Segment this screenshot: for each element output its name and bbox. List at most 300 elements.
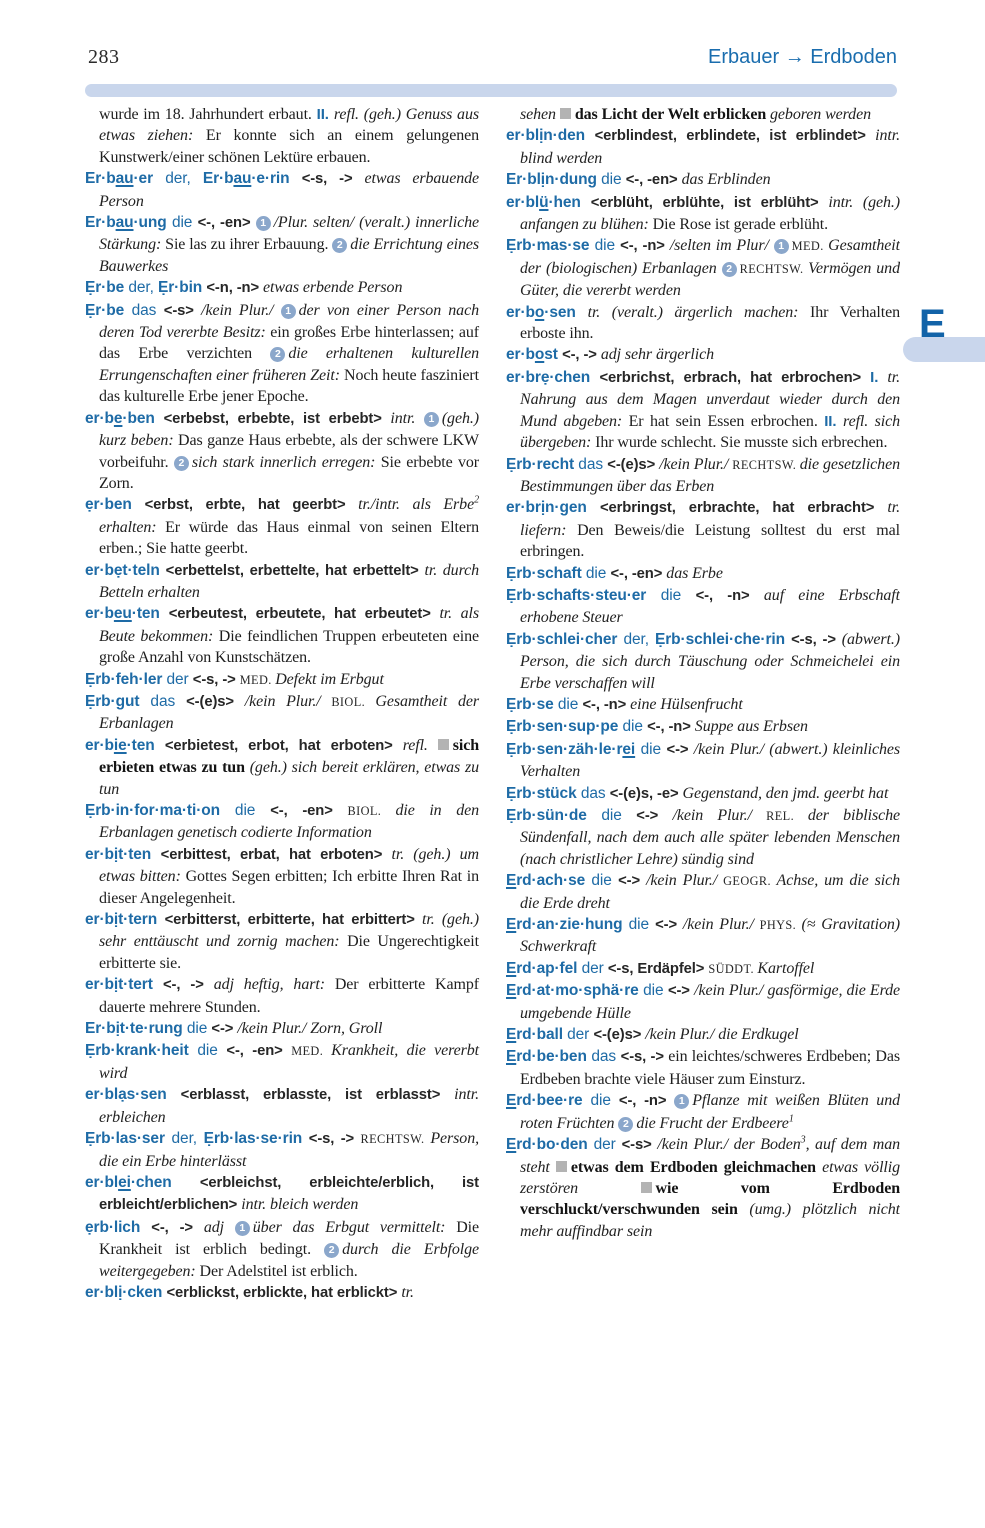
- dictionary-entry: [506, 344, 900, 366]
- example: Gottes Segen erbitten; Ich erbitte Ihren Rat in dieser Angelegenheit.: [99, 868, 479, 907]
- definition: intr. erbleichen: [99, 1086, 479, 1126]
- roman-numeral: I.: [870, 368, 888, 386]
- headword-stressed: ei: [118, 1173, 131, 1191]
- definition: Vermögen und Güter, die vererbt werden: [520, 259, 900, 300]
- dictionary-entry: [506, 629, 900, 694]
- definition: adj: [203, 1218, 235, 1236]
- subject-label: SÜDDT.: [708, 961, 758, 976]
- definition: , auf dem man steht: [520, 1136, 900, 1176]
- article: das: [580, 784, 610, 802]
- idiom-phrase: etwas dem Erdboden gleichmachen: [570, 1158, 823, 1176]
- dictionary-entry: [85, 560, 479, 604]
- dictionary-entry: [506, 980, 900, 1024]
- article: die: [171, 214, 198, 232]
- idiom-bullet: [641, 1182, 652, 1193]
- article: das: [131, 301, 164, 319]
- headword-stressed: E: [506, 1092, 517, 1110]
- dictionary-entry: [506, 739, 900, 783]
- inflection-forms: <-, -en>: [625, 172, 682, 189]
- idiom-phrase: sich erbieten etwas zu tun: [99, 736, 480, 777]
- definition: sich stark innerlich erregen:: [191, 453, 381, 471]
- superscript: 2: [474, 494, 479, 506]
- headword: rd·ap·fel: [516, 959, 582, 977]
- sense-number-badge: 1: [235, 1221, 250, 1236]
- superscript: 3: [800, 1134, 806, 1146]
- dictionary-entry: [85, 300, 479, 408]
- dictionary-entry: [85, 1282, 479, 1304]
- thumb-tab: [903, 304, 985, 362]
- thumb-tab-letter: E: [919, 302, 946, 346]
- inflection-forms: <erbringst, erbrachte, hat erbracht>: [599, 500, 888, 517]
- sense-number-badge: 2: [270, 347, 285, 362]
- article: die: [197, 1042, 227, 1060]
- definition: /kein Plur./: [244, 692, 332, 710]
- headword: er·brịn·gen: [506, 499, 600, 517]
- sense-number-badge: 1: [281, 304, 296, 319]
- inflection-forms: <-, -n>: [582, 696, 631, 713]
- definition: /kein Plur./ (abwert.) kleinliches Verhalten: [520, 740, 900, 781]
- dictionary-entry: [506, 783, 900, 805]
- inflection-forms: <-s, ->: [308, 1131, 361, 1148]
- headword: er·b: [85, 605, 114, 623]
- headword: Ẹrb·schlei·che·rin: [655, 630, 792, 648]
- headword-stressed: eu: [113, 605, 132, 623]
- example: ein leichtes/schweres Erdbeben; Das Erdbeben brachte viele Häuser zum Einsturz.: [520, 1048, 900, 1088]
- article: der,: [128, 279, 158, 297]
- headword: er·bl: [85, 1173, 119, 1191]
- headword: Ẹrb·krank·heit: [85, 1042, 198, 1060]
- headword: er·bịt·tern: [85, 911, 165, 929]
- headword: Ẹrb·stück: [506, 784, 581, 802]
- dictionary-columns: [85, 104, 900, 1498]
- dictionary-entry: [85, 909, 479, 974]
- example: Sie erbebte vor Zorn.: [99, 453, 479, 492]
- headword-stressed: o: [534, 303, 545, 321]
- example: Ihr Verhalten erboste ihn.: [520, 303, 900, 343]
- article: die: [628, 916, 656, 934]
- headword: rd·ball: [516, 1026, 568, 1044]
- inflection-forms: <-(e)s, -e>: [609, 785, 683, 802]
- continuation-paragraph: [85, 104, 479, 168]
- dictionary-entry: [506, 914, 900, 958]
- definition: refl.: [402, 736, 438, 754]
- definition: intr. blind werden: [520, 127, 900, 167]
- inflection-forms: <-, -n>: [618, 1093, 675, 1110]
- dictionary-entry: [85, 1217, 479, 1282]
- headword-stressed: ü: [539, 193, 549, 211]
- inflection-forms: <->: [636, 808, 673, 824]
- headword: Ẹrb·sen·sup·pe: [506, 718, 623, 736]
- definition: etwas erbende Person: [263, 279, 403, 297]
- inflection-forms: <->: [655, 917, 683, 934]
- article: der: [567, 1026, 594, 1044]
- article: der: [593, 1136, 622, 1154]
- dictionary-entry: [85, 1018, 479, 1040]
- example: Das ganze Haus erbebte, als der schwere LKW vorbeifuhr.: [99, 432, 479, 471]
- headword: ·ben: [122, 409, 164, 427]
- definition: Gegenstand, den jmd. geerbt hat: [682, 784, 889, 802]
- inflection-forms: <-s>: [163, 302, 202, 319]
- definition: (geh.) kurz beben:: [99, 409, 479, 450]
- headword: Ẹr·be: [85, 301, 132, 319]
- headword: er·bẹt·teln: [85, 561, 166, 579]
- subject-label: RECHTSW.: [739, 261, 809, 276]
- definition: die erhaltenen kulturellen Errungenschaften einer früheren Zeit:: [99, 345, 479, 384]
- sense-number-badge: 2: [174, 456, 189, 471]
- dictionary-entry: [506, 563, 900, 585]
- headword-stressed: E: [506, 916, 517, 934]
- page-header: [88, 46, 897, 72]
- definition: refl. (geh.) Genuss aus etwas ziehen:: [99, 106, 479, 145]
- dictionary-entry: [85, 408, 479, 495]
- inflection-forms: <-s, ->: [301, 171, 365, 188]
- definition: die Frucht der Erdbeere: [636, 1114, 789, 1132]
- example: ein großes Erbe hinterlassen; auf das Erbe verzichten: [99, 324, 480, 363]
- definition: Gesamtheit der (biologischen) Erbanlagen: [520, 237, 900, 277]
- inflection-forms: <erblindest, erblindete, ist erblindet>: [594, 128, 876, 145]
- article: der,: [165, 170, 203, 188]
- definition: das Erblinden: [681, 171, 771, 189]
- example: Sie las zu ihrer Erbauung.: [165, 236, 333, 254]
- dictionary-entry: [506, 125, 900, 169]
- definition: /kein Plur./: [672, 807, 767, 824]
- definition: Person, die ein Erbe hinterlässt: [99, 1130, 479, 1170]
- definition: tr.: [401, 1283, 414, 1301]
- definition: tr./intr. als Erbe: [358, 496, 475, 514]
- dictionary-entry: [506, 454, 900, 498]
- example: wurde im 18. Jahrhundert erbaut.: [99, 106, 317, 123]
- article: die: [234, 802, 271, 819]
- headword: Ẹrb·in·for·ma·ti·on: [85, 802, 235, 819]
- article: die: [635, 740, 667, 758]
- headword: Ẹrb·schaft: [506, 564, 586, 582]
- headword-stressed: ie: [113, 736, 127, 754]
- dictionary-entry: [85, 1172, 479, 1217]
- example: Er konnte sich an einem gelungenen Kunstwerk/einer schönen Lektüre erbauen.: [99, 127, 480, 166]
- definition: Achse, um die sich die Erde dreht: [520, 872, 900, 912]
- headword: rd·ach·se: [516, 872, 592, 890]
- headword: ẹrb·lich: [85, 1218, 152, 1236]
- headword: ·sen: [544, 303, 588, 321]
- dictionary-entry: [85, 974, 479, 1018]
- definition: Krankheit, die vererbt wird: [99, 1042, 479, 1082]
- subject-label: REL.: [766, 809, 808, 823]
- inflection-forms: <-s, ->: [791, 631, 842, 648]
- definition: /kein Plur./ der Boden: [657, 1136, 801, 1154]
- headword-stressed: au: [233, 170, 252, 188]
- definition: der biblische Sündenfall, nach dem auch alle später lebenden Menschen (nach christlicher Lehre) sündig sind: [520, 807, 900, 868]
- dictionary-entry: [506, 192, 900, 236]
- inflection-forms: <-, ->: [151, 1219, 204, 1236]
- definition: (≈ Gravitation) Schwerkraft: [520, 916, 900, 956]
- example: Den Beweis/die Leistung solltest du erst mal erbringen.: [520, 521, 900, 561]
- inflection-forms: <erbietest, erbot, hat erboten>: [164, 737, 403, 754]
- inflection-forms: <erbrichst, erbrach, hat erbrochen>: [599, 369, 871, 386]
- headword: rd·bo·den: [516, 1136, 594, 1154]
- headword: ·er: [133, 170, 166, 188]
- definition: adj sehr ärgerlich: [600, 346, 714, 364]
- subject-label: MED.: [791, 239, 829, 254]
- dictionary-entry: [85, 603, 479, 668]
- headword-stressed: E: [506, 1136, 517, 1154]
- headword: er·b: [506, 346, 535, 364]
- definition: erhalten:: [99, 518, 166, 536]
- headword: rd·an·zie·hung: [516, 916, 629, 934]
- definition: intr.: [390, 409, 424, 427]
- inflection-forms: <-s, ->: [620, 1049, 669, 1066]
- example: Die Rose ist gerade erblüht.: [652, 216, 829, 234]
- headword: Ẹrb·feh·ler: [85, 670, 167, 688]
- idiom-phrase: das Licht der Welt erblicken: [574, 106, 771, 123]
- subject-label: PHYS.: [759, 918, 802, 933]
- definition: tr. Nahrung aus dem Magen unverdaut wieder durch den Mund abgeben:: [520, 368, 900, 430]
- headword: Ẹr·bin: [158, 279, 207, 297]
- article: der: [581, 959, 608, 977]
- example: Er hat sein Essen erbrochen.: [628, 412, 825, 430]
- definition: die gesetzlichen Bestimmungen über das Erben: [520, 455, 900, 495]
- article: die: [594, 237, 621, 255]
- headword: er·blị·cken: [85, 1283, 167, 1301]
- headword: er·b: [85, 409, 114, 427]
- dictionary-entry: [506, 497, 900, 562]
- definition: Gesamtheit der Erbanlagen: [99, 692, 479, 733]
- headword: Ẹrb·sün·de: [506, 807, 602, 824]
- sense-number-badge: 1: [256, 216, 271, 231]
- dictionary-entry: [85, 168, 479, 212]
- subject-label: RECHTSW.: [732, 457, 800, 472]
- headword: er·brẹ·chen: [506, 368, 600, 386]
- headword: er·bịt·tert: [85, 976, 163, 994]
- definition: adj heftig, hart:: [213, 976, 335, 994]
- headword: Er·b: [85, 214, 116, 232]
- definition: intr. bleich werden: [241, 1196, 359, 1214]
- inflection-forms: <->: [666, 741, 694, 758]
- inflection-forms: <->: [211, 1021, 238, 1038]
- inflection-forms: <erbeutest, erbeutete, hat erbeutet>: [168, 606, 440, 623]
- column-left: [85, 104, 479, 1498]
- definition: /kein Plur./ die Erdkugel: [645, 1026, 799, 1044]
- definition: die in den Erbanlagen genetisch codierte Information: [99, 802, 479, 842]
- dictionary-entry: [506, 235, 900, 301]
- headword: st: [544, 346, 563, 364]
- headword: ẹr·ben: [85, 496, 145, 514]
- inflection-forms: <-, ->: [562, 347, 601, 364]
- inflection-forms: <-n, -n>: [206, 280, 264, 297]
- inflection-forms: <erblüht, erblühte, ist erblüht>: [590, 194, 829, 211]
- headword: er·bl: [506, 193, 540, 211]
- dictionary-entry: [85, 800, 479, 844]
- headword: Ẹrb·se: [506, 695, 558, 713]
- definition: intr. (geh.) anfangen zu blühen:: [520, 193, 900, 234]
- sense-number-badge: 1: [774, 239, 789, 254]
- headword-stressed: E: [506, 1026, 517, 1044]
- article: die: [590, 1092, 619, 1110]
- idiom-bullet: [560, 108, 571, 119]
- article: die: [660, 586, 696, 604]
- inflection-forms: <-(e)s>: [593, 1027, 646, 1044]
- definition: /kein Plur./: [201, 301, 281, 319]
- dictionary-entry: [85, 735, 479, 800]
- subject-label: BIOL.: [331, 694, 376, 709]
- headword: er·b: [506, 303, 535, 321]
- idiom-bullet: [438, 739, 449, 750]
- headword: ·chen: [130, 1173, 200, 1191]
- definition: das Erbe: [666, 564, 723, 582]
- inflection-forms: <erbleichst, erbleichte/erblich, ist erbleicht/erblichen>: [99, 1174, 480, 1214]
- article: das: [150, 692, 187, 710]
- header-divider-bar: [85, 84, 897, 97]
- definition: tr. liefern:: [520, 499, 900, 539]
- sense-number-badge: 2: [722, 262, 737, 277]
- article: der,: [171, 1130, 204, 1148]
- inflection-forms: <erblickst, erblickte, hat erblickt>: [166, 1284, 402, 1301]
- definition: tr. als Beute bekommen:: [99, 605, 480, 645]
- headword: Er·b: [202, 170, 234, 188]
- guide-words: Erbauer → Erdboden: [707, 46, 897, 68]
- definition: etwas völlig zerstören: [520, 1158, 900, 1197]
- headword: er·blạs·sen: [85, 1086, 181, 1104]
- article: die: [601, 171, 626, 189]
- dictionary-entry: [506, 1024, 900, 1046]
- article: der,: [623, 630, 656, 648]
- headword: ·ung: [133, 214, 172, 232]
- inflection-forms: <->: [618, 873, 647, 890]
- roman-numeral: II.: [824, 412, 844, 430]
- dictionary-entry: [85, 1040, 479, 1084]
- sense-number-badge: 2: [324, 1243, 339, 1258]
- dictionary-entry: [506, 716, 900, 738]
- dictionary-entry: [506, 1046, 900, 1090]
- example: Er würde das Haus einmal von seinen Eltern erben.; Sie hatte geerbt.: [99, 518, 479, 558]
- dictionary-entry: [506, 1090, 900, 1134]
- headword: rd·at·mo·sphä·re: [516, 982, 644, 1000]
- inflection-forms: <erbst, erbte, hat geerbt>: [144, 497, 359, 514]
- dictionary-entry: [506, 870, 900, 914]
- inflection-forms: <-(e)s>: [186, 693, 245, 710]
- column-right: [506, 104, 900, 1498]
- inflection-forms: <erbettelst, erbettelte, hat erbettelt>: [165, 562, 425, 579]
- dictionary-entry: [85, 691, 479, 735]
- headword: Ẹrb·mas·se: [506, 237, 595, 255]
- definition: Pflanze mit weißen Blüten und roten Früchten: [520, 1092, 900, 1132]
- headword-stressed: E: [506, 982, 517, 1000]
- subject-label: GEOGR.: [723, 874, 777, 889]
- headword: Ẹrb·recht: [506, 455, 579, 473]
- headword: Ẹrb·gut: [85, 692, 151, 710]
- headword-stressed: E: [506, 959, 517, 977]
- example: Ihr wurde schlecht. Sie musste sich erbrechen.: [595, 434, 888, 452]
- definition: /kein Plur./: [682, 916, 760, 934]
- headword: Er·blịn·dung: [506, 171, 602, 189]
- dictionary-entry: [85, 844, 479, 909]
- dictionary-entry: [85, 494, 479, 559]
- dictionary-entry: [506, 302, 900, 345]
- dictionary-entry: [85, 212, 479, 277]
- dictionary-entry: [506, 694, 900, 716]
- headword: er·bịt·ten: [85, 845, 161, 863]
- inflection-forms: <erbittest, erbat, hat erboten>: [160, 846, 392, 863]
- subject-label: RECHTSW.: [360, 1132, 431, 1147]
- dictionary-entry: [85, 669, 479, 691]
- headword: Ẹr·be: [85, 279, 129, 297]
- definition: /Plur. selten/ (veralt.) innerliche Stärkung:: [99, 214, 479, 254]
- article: die: [601, 807, 637, 824]
- article: das: [578, 455, 608, 473]
- inflection-forms: <-, -en>: [270, 803, 348, 819]
- definition: (geh.) sich bereit erklären, etwas zu tun: [99, 759, 479, 798]
- inflection-forms: <-, -en>: [226, 1043, 292, 1060]
- headword: ·hen: [548, 193, 591, 211]
- subject-label: BIOL.: [347, 804, 396, 818]
- headword-stressed: ei: [622, 740, 636, 758]
- definition: /selten im Plur/: [669, 237, 774, 255]
- headword: Ẹrb·las·ser: [85, 1130, 172, 1148]
- inflection-forms: <erblasst, erblasste, ist erblasst>: [180, 1087, 455, 1104]
- inflection-forms: <erbitterst, erbitterte, hat erbittert>: [164, 912, 423, 929]
- definition: eine Hülsenfrucht: [630, 695, 743, 713]
- headword: Ẹrb·schlei·cher: [506, 630, 624, 648]
- definition: geboren werden: [770, 106, 871, 123]
- superscript: 1: [788, 1113, 794, 1125]
- idiom-bullet: [556, 1161, 567, 1172]
- definition: refl. sich übergeben:: [520, 412, 900, 452]
- sense-number-badge: 1: [674, 1094, 689, 1109]
- definition: Defekt im Erbgut: [275, 670, 384, 688]
- definition: tr. durch Betteln erhalten: [99, 561, 480, 601]
- headword: er·blịn·den: [506, 127, 595, 145]
- definition: tr. (geh.) um etwas bitten:: [99, 845, 479, 886]
- headword: rd·be·ben: [516, 1048, 592, 1066]
- article: die: [643, 982, 668, 1000]
- inflection-forms: <erbebst, erbebte, ist erbebt>: [163, 410, 391, 427]
- dictionary-entry: [506, 958, 900, 980]
- definition: Suppe aus Erbsen: [694, 718, 808, 736]
- article: die: [557, 695, 583, 713]
- headword-stressed: E: [506, 1048, 517, 1066]
- headword: Er·b: [85, 170, 116, 188]
- inflection-forms: <-, -en>: [610, 565, 667, 582]
- definition: /kein Plur./: [659, 455, 733, 473]
- dictionary-entry: [506, 805, 900, 870]
- headword: Er·bịt·te·rung: [85, 1020, 187, 1038]
- headword-stressed: E: [506, 872, 517, 890]
- article: das: [591, 1048, 621, 1066]
- page-number: 283: [88, 46, 120, 68]
- sense-number-badge: 2: [332, 238, 347, 253]
- headword-stressed: o: [534, 346, 545, 364]
- headword: ·ten: [131, 605, 169, 623]
- example: Die Krankheit ist erblich bedingt.: [99, 1218, 479, 1259]
- idiom-phrase: wie vom Erdboden verschluckt/verschwunden sein: [520, 1179, 900, 1219]
- definition: die Errichtung eines Bauwerkes: [99, 236, 479, 275]
- headword: rd·bee·re: [516, 1092, 591, 1110]
- sense-number-badge: 1: [424, 412, 439, 427]
- headword-stressed: e: [113, 409, 123, 427]
- dictionary-entry: [85, 1128, 479, 1172]
- definition: /kein Plur./: [646, 872, 724, 890]
- dictionary-entry: [85, 277, 479, 299]
- headword-stressed: au: [115, 214, 134, 232]
- article: die: [585, 564, 611, 582]
- example: Der Adelstitel ist erblich.: [199, 1262, 358, 1280]
- headword-stressed: au: [115, 170, 134, 188]
- headword: Ẹrb·sen·zäh·le·r: [506, 740, 623, 758]
- definition: /kein Plur./ Zorn, Groll: [237, 1020, 383, 1038]
- definition: etwas erbauende Person: [99, 170, 479, 210]
- headword: Ẹrb·schafts·steu·er: [506, 586, 661, 604]
- inflection-forms: <-(e)s>: [607, 456, 660, 473]
- inflection-forms: <-, -n>: [695, 587, 764, 604]
